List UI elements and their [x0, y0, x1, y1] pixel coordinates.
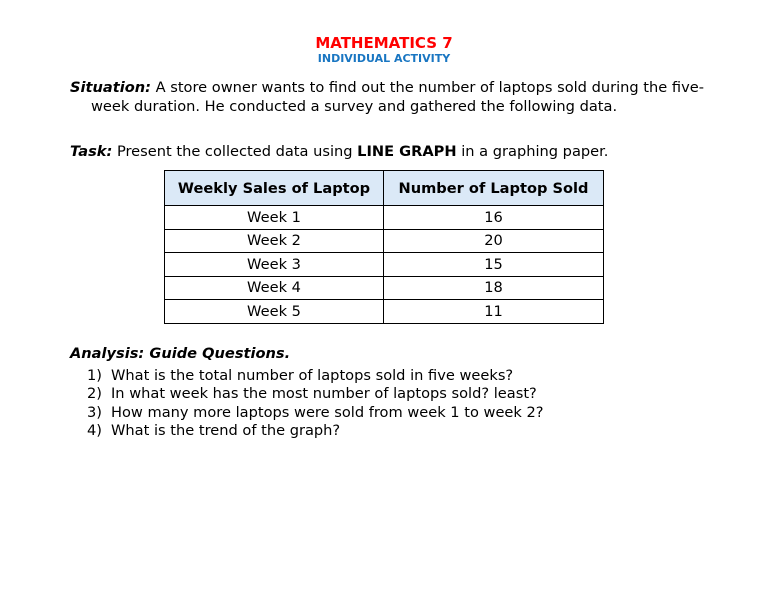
question-text: What is the trend of the graph?	[111, 421, 341, 439]
question-number: 1)	[87, 367, 102, 384]
sold-cell: 16	[384, 206, 604, 230]
document-title: MATHEMATICS 7	[315, 34, 453, 52]
question-text: What is the total number of laptops sold in five weeks?	[111, 367, 514, 384]
table-row	[165, 206, 604, 230]
guide-questions-list	[87, 367, 544, 440]
question-text: In what week has the most number of laptops sold? least?	[111, 385, 537, 403]
document-subtitle: INDIVIDUAL ACTIVITY	[317, 52, 451, 65]
question-number: 2)	[87, 385, 102, 403]
list-item	[87, 422, 544, 440]
question-number: 3)	[87, 403, 102, 421]
task-label: Task:	[70, 143, 113, 160]
situation-paragraph	[70, 78, 711, 116]
question-number: 4)	[87, 421, 102, 439]
sales-table	[164, 170, 604, 324]
table-row	[165, 300, 604, 324]
week-cell: Week 5	[165, 300, 384, 324]
task-paragraph	[70, 142, 690, 161]
sold-cell: 20	[384, 229, 604, 253]
column-header-sold: Number of Laptop Sold	[384, 171, 604, 206]
analysis-heading: Analysis: Guide Questions.	[70, 345, 291, 362]
week-cell: Week 4	[165, 276, 384, 300]
sold-cell: 18	[384, 276, 604, 300]
task-text-before: Present the collected data using	[112, 143, 358, 160]
week-cell: Week 2	[165, 229, 384, 253]
table-row	[165, 253, 604, 277]
list-item	[87, 367, 544, 385]
column-header-week: Weekly Sales of Laptop	[165, 171, 384, 206]
table-row	[165, 276, 604, 300]
situation-text: A store owner wants to find out the number of laptops sold during the five-week duration. He conducted a survey and gathered the following data.	[91, 79, 704, 115]
list-item	[87, 385, 544, 403]
question-text: How many more laptops were sold from week 1 to week 2?	[111, 403, 544, 421]
task-text-after: in a graphing paper.	[456, 143, 609, 160]
sold-cell: 15	[384, 253, 604, 277]
sold-cell: 11	[384, 300, 604, 324]
week-cell: Week 3	[165, 253, 384, 277]
situation-label: Situation:	[70, 79, 151, 96]
table-header-row	[165, 171, 604, 206]
list-item	[87, 404, 544, 422]
table-row	[165, 229, 604, 253]
task-emphasis: LINE GRAPH	[357, 143, 457, 160]
week-cell: Week 1	[165, 206, 384, 230]
